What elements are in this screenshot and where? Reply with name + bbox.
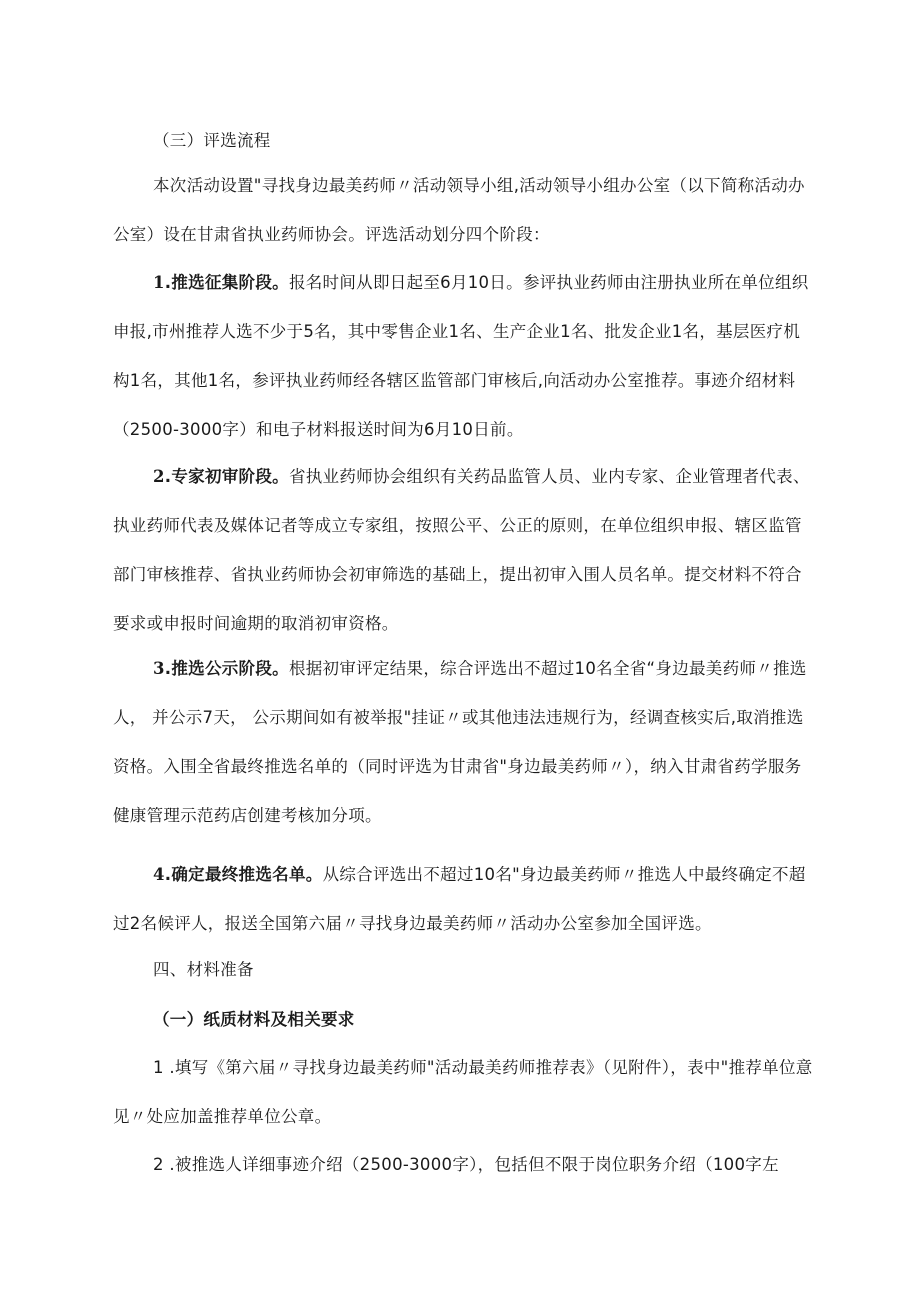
stage-3-body: 根据初审评定结果，综合评选出不超过10名全省“身边最美药师〃推选人， 并公示7天， 公示期间如有被举报"挂证〃或其他违法违规行为，经调查核实后,取消推选资格。入围全省最终推选名单的（同时评选为甘肃省"身边最美药师〃），纳入甘肃省药学服务健康管理示范药店创建考核加分项。 <box>113 659 807 825</box>
stage-1-paragraph <box>113 258 813 454</box>
stage-3-number: 3 <box>153 659 165 678</box>
evaluation-intro-paragraph: 本次活动设置"寻找身边最美药师〃活动领导小组,活动领导小组办公室（以下简称活动办公室）设在甘肃省执业药师协会。评选活动划分四个阶段： <box>113 176 805 244</box>
stage-2-body: 省执业药师协会组织有关药品监管人员、业内专家、企业管理者代表、执业药师代表及媒体记者等成立专家组，按照公平、公正的原则，在单位组织申报、辖区监管部门审核推荐、省执业药师协会初审筛选的基础上，提出初审入围人员名单。提交材料不符合要求或申报时间逾期的取消初审资格。 <box>113 467 810 633</box>
stage-4-body: 从综合评选出不超过10名"身边最美药师〃推选人中最终确定不超过2名候评人，报送全国第六届〃寻找身边最美药师〃活动办公室参加全国评选。 <box>113 865 806 933</box>
stage-4-title: .确定最终推选名单。 <box>164 865 323 884</box>
stage-2-title: .专家初审阶段。 <box>164 467 289 486</box>
stage-3-title: .推选公示阶段。 <box>164 659 289 678</box>
subheading-paper-materials: （一）纸质材料及相关要求 <box>153 1010 355 1029</box>
materials-item-2: 2 .被推选人详细事迹介绍（2500-3000字），包括但不限于岗位职务介绍（100字左 <box>153 1155 779 1174</box>
stage-4-number: 4 <box>153 865 165 884</box>
stage-4-paragraph <box>113 850 813 948</box>
stage-2-number: 2 <box>153 467 165 486</box>
stage-1-number: 1 <box>153 273 165 292</box>
stage-1-title: .推选征集阶段。 <box>164 273 289 292</box>
stage-1-body: 报名时间从即日起至6月10日。参评执业药师由注册执业所在单位组织申报,市州推荐人选不少于5名，其中零售企业1名、生产企业1名、批发企业1名，基层医疗机构1名，其他1名，参评执业药师经各辖区监管部门审核后,向活动办公室推荐。事迹介绍材料（2500-3000字）和电子材料报送时间为6月10日前。 <box>113 273 809 439</box>
section-heading-materials: 四、材料准备 <box>153 960 254 979</box>
materials-item-1: 1 .填写《第六届〃寻找身边最美药师"活动最美药师推荐表》（见附件），表中"推荐单位意见〃处应加盖推荐单位公章。 <box>113 1058 813 1126</box>
stage-3-paragraph <box>113 644 813 840</box>
stage-2-paragraph <box>113 452 813 648</box>
section-heading-evaluation-process: （三）评选流程 <box>153 131 271 150</box>
